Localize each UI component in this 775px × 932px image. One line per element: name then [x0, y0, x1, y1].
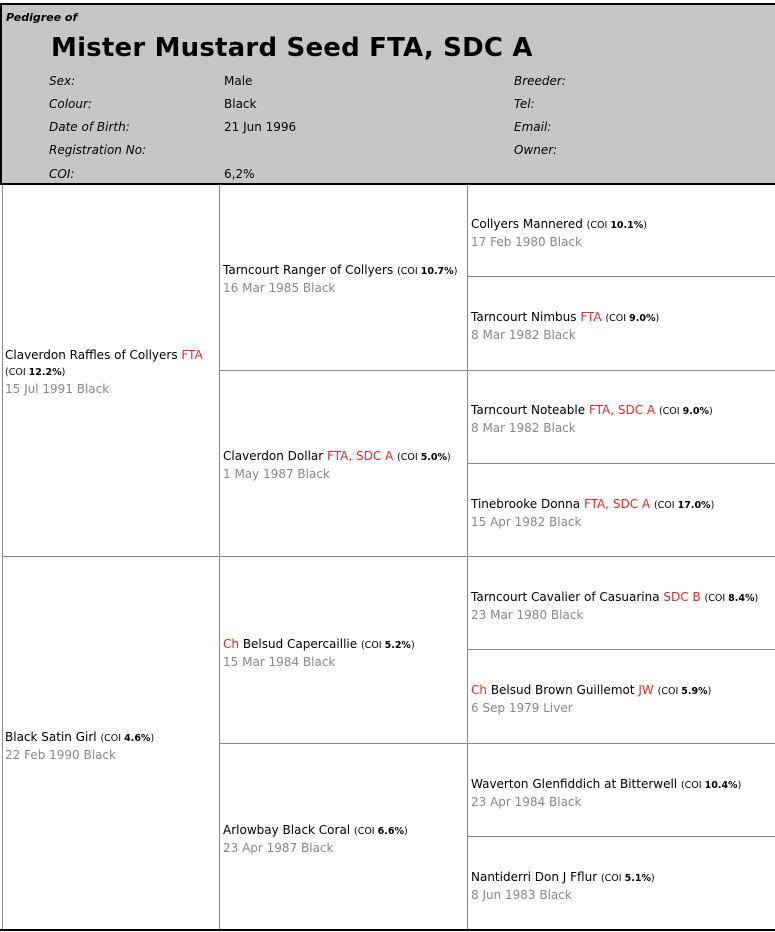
- grid-line: [467, 185, 468, 930]
- grandparent-entry: Ch Belsud Capercaillie (COI 5.2%) 15 Mar 1984 Black: [223, 637, 415, 669]
- sire-coi: (COI 12.2%): [5, 367, 66, 378]
- great-grandparent-entry: Ch Belsud Brown Guillemot JW (COI 5.9%) 6 Sep 1979 Liver: [471, 683, 712, 715]
- grandparent-entry: Tarncourt Ranger of Collyers (COI 10.7%) 16 Mar 1985 Black: [223, 263, 458, 295]
- dam-name: Black Satin Girl: [5, 730, 97, 744]
- great-grandparent-entry: Tinebrooke Donna FTA, SDC A (COI 17.0%) 15 Apr 1982 Black: [471, 497, 715, 529]
- grid-line: [467, 463, 775, 464]
- grid-line: [2, 556, 775, 557]
- dam-entry: [5, 729, 215, 763]
- pedigree-grid: [0, 185, 775, 930]
- great-grandparent-entry: Tarncourt Noteable FTA, SDC A (COI 9.0%) 8 Mar 1982 Black: [471, 403, 713, 435]
- great-grandparent-entry: Tarncourt Cavalier of Casuarina SDC B (COI 8.4%) 23 Mar 1980 Black: [471, 590, 759, 622]
- grid-line: [467, 276, 775, 277]
- registration-label: Registration No:: [49, 143, 147, 157]
- grid-line: [2, 185, 3, 930]
- great-grandparent-entry: Collyers Mannered (COI 10.1%) 17 Feb 1980 Black: [471, 217, 647, 249]
- dam-details: 22 Feb 1990 Black: [5, 748, 116, 762]
- dog-name: Mister Mustard Seed FTA, SDC A: [51, 33, 533, 63]
- grid-line: [467, 649, 775, 650]
- grid-line: [467, 836, 775, 837]
- dam-coi: (COI 4.6%): [100, 733, 155, 744]
- grid-line: [219, 743, 775, 744]
- sire-details: 15 Jul 1991 Black: [5, 382, 110, 396]
- sire-name: Claverdon Raffles of Collyers: [5, 348, 178, 362]
- grid-line: [219, 185, 220, 930]
- pedigree-label: Pedigree of: [6, 11, 78, 24]
- sire-entry: [5, 347, 215, 397]
- tel-label: Tel:: [514, 97, 535, 111]
- owner-label: Owner:: [514, 143, 558, 157]
- grandparent-entry: Claverdon Dollar FTA, SDC A (COI 5.0%) 1 May 1987 Black: [223, 449, 451, 481]
- grid-line: [219, 370, 775, 371]
- dob-value: 21 Jun 1996: [224, 120, 297, 134]
- great-grandparent-entry: Waverton Glenfiddich at Bitterwell (COI 10.4%) 23 Apr 1984 Black: [471, 777, 742, 809]
- coi-value: 6,2%: [224, 167, 255, 181]
- sire-titles: FTA: [181, 348, 203, 362]
- email-label: Email:: [514, 120, 552, 134]
- sex-value: Male: [224, 74, 253, 88]
- great-grandparent-entry: Nantiderri Don J Fflur (COI 5.1%) 8 Jun 1983 Black: [471, 870, 655, 902]
- breeder-label: Breeder:: [514, 74, 566, 88]
- colour-label: Colour:: [49, 97, 92, 111]
- sex-label: Sex:: [49, 74, 76, 88]
- grandparent-entry: Arlowbay Black Coral (COI 6.6%) 23 Apr 1987 Black: [223, 823, 408, 855]
- bottom-border: [0, 929, 775, 931]
- colour-value: Black: [224, 97, 257, 111]
- coi-label: COI:: [49, 167, 75, 181]
- dob-label: Date of Birth:: [49, 120, 130, 134]
- great-grandparent-entry: Tarncourt Nimbus FTA (COI 9.0%) 8 Mar 1982 Black: [471, 310, 660, 342]
- pedigree-header: [0, 3, 775, 185]
